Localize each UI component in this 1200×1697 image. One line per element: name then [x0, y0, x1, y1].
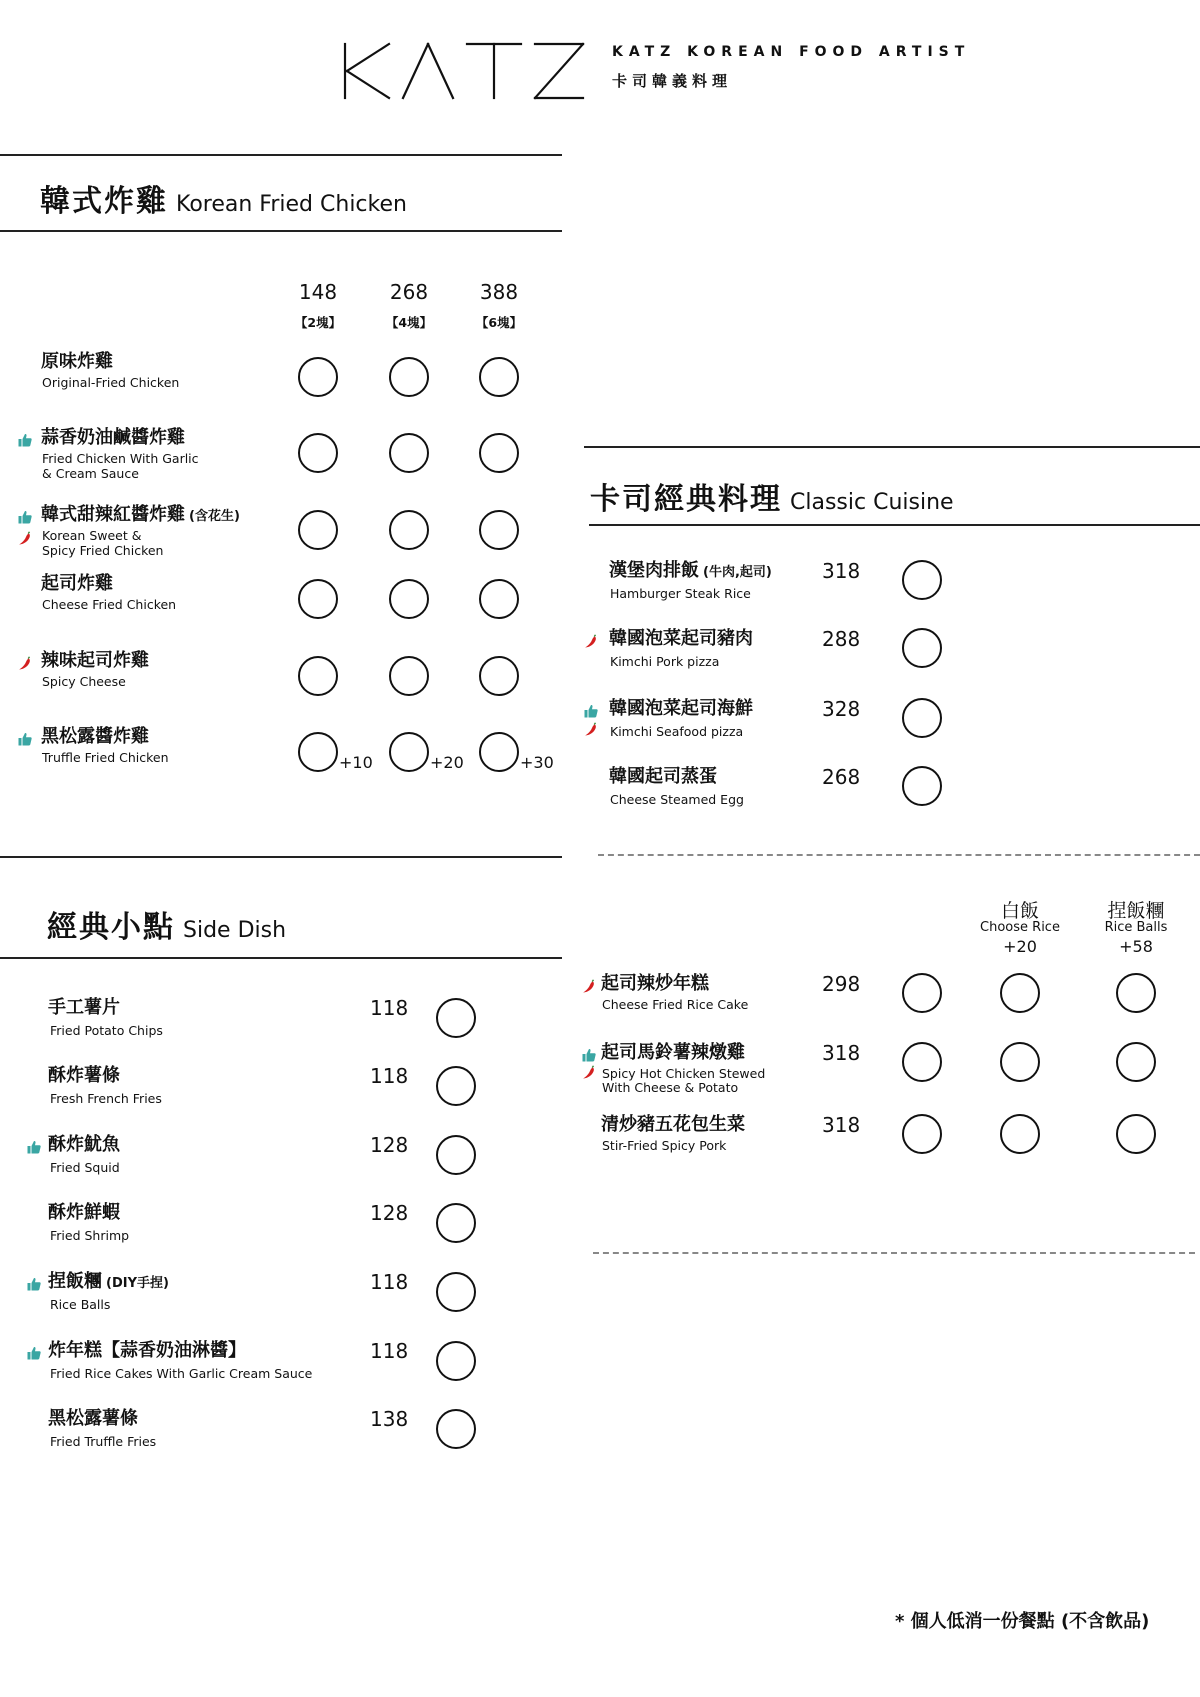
- item-name-zh: [609, 766, 717, 788]
- section-title-zh: 經典小點: [47, 910, 175, 945]
- item-name-zh-text: 蒜香奶油鹹醬炸雞: [41, 427, 185, 448]
- katz-logo: [343, 42, 585, 100]
- item-name-zh: [41, 504, 240, 528]
- item-name-zh-text: 酥炸薯條: [48, 1065, 120, 1086]
- add-rice-circle[interactable]: [1000, 973, 1040, 1013]
- item-price: 298: [822, 972, 861, 996]
- divider: [0, 230, 562, 232]
- add-rice-balls-circle[interactable]: [1116, 973, 1156, 1013]
- divider: [589, 524, 1200, 526]
- select-circle-2pc[interactable]: [298, 656, 338, 696]
- item-name-en: Rice Balls: [50, 1297, 111, 1312]
- divider: [0, 154, 562, 156]
- item-price: 118: [370, 996, 409, 1020]
- rice-option-name-en: Choose Rice: [980, 920, 1060, 935]
- item-name-en: Stir-Fried Spicy Pork: [602, 1138, 727, 1153]
- item-name-zh: [601, 1114, 745, 1136]
- select-circle[interactable]: [902, 766, 942, 806]
- item-price: 128: [370, 1133, 409, 1157]
- item-name-en: With Cheese & Potato: [602, 1080, 739, 1095]
- item-name-en: Spicy Hot Chicken Stewed: [602, 1066, 766, 1081]
- select-circle[interactable]: [436, 1066, 476, 1106]
- surcharge-label: +10: [339, 753, 373, 772]
- select-circle[interactable]: [436, 998, 476, 1038]
- thumb-icon: [582, 1047, 596, 1061]
- item-name-zh-text: 黑松露薯條: [48, 1408, 138, 1429]
- item-name-zh: [41, 726, 149, 748]
- side-dish-heading: [47, 902, 286, 946]
- brand-name-zh: 卡司韓義料理: [612, 72, 733, 90]
- item-name-zh: [48, 1271, 169, 1295]
- item-name-zh-text: 韓式甜辣紅醬炸雞: [41, 504, 185, 525]
- fried-chicken-heading: [40, 176, 407, 220]
- item-name-en: Cheese Fried Chicken: [42, 597, 177, 612]
- thumb-icon: [18, 731, 32, 745]
- column-pieces: 【4塊】: [385, 315, 433, 330]
- select-circle-6pc[interactable]: [479, 357, 519, 397]
- item-note: (DIY手捏): [106, 1276, 169, 1291]
- column-price: 148: [298, 280, 338, 304]
- item-price: 318: [822, 559, 861, 583]
- select-circle[interactable]: [902, 628, 942, 668]
- item-name-zh-text: 韓國泡菜起司豬肉: [609, 628, 753, 649]
- item-name-en: Kimchi Seafood pizza: [610, 724, 744, 739]
- item-name-zh: [41, 427, 185, 449]
- item-price: 288: [822, 627, 861, 651]
- thumb-icon: [27, 1139, 41, 1153]
- rice-option-name-zh: 捏飯糰: [1107, 900, 1165, 922]
- select-circle-6pc[interactable]: [479, 579, 519, 619]
- select-circle[interactable]: [436, 1409, 476, 1449]
- select-circle-4pc[interactable]: [389, 357, 429, 397]
- pepper-icon: [18, 530, 32, 544]
- item-price: 118: [370, 1339, 409, 1363]
- thumb-icon: [27, 1345, 41, 1359]
- column-pieces: 【2塊】: [294, 315, 342, 330]
- rice-option-name-en: Rice Balls: [1104, 920, 1168, 935]
- select-circle-2pc[interactable]: [298, 510, 338, 550]
- minimum-charge-note: * 個人低消一份餐點 (不含飲品): [895, 1611, 1150, 1632]
- section-title-zh: 卡司經典料理: [590, 482, 782, 517]
- select-circle-4pc[interactable]: [389, 579, 429, 619]
- dashed-divider: [593, 1252, 1195, 1254]
- classic-cuisine-heading: [590, 474, 954, 518]
- item-name-en: Fried Truffle Fries: [50, 1434, 157, 1449]
- item-name-en: Fried Squid: [50, 1160, 120, 1175]
- select-circle-2pc[interactable]: [298, 357, 338, 397]
- item-name-zh: [41, 573, 113, 595]
- item-name-zh-text: 清炒豬五花包生菜: [601, 1114, 745, 1135]
- item-name-zh-text: 酥炸鮮蝦: [48, 1202, 120, 1223]
- select-circle[interactable]: [902, 973, 942, 1013]
- item-name-zh: [48, 997, 120, 1019]
- select-circle[interactable]: [902, 560, 942, 600]
- dashed-divider: [598, 854, 1200, 856]
- item-name-zh: [41, 650, 149, 672]
- item-name-zh: [48, 1134, 120, 1156]
- item-price: 328: [822, 697, 861, 721]
- item-price: 128: [370, 1201, 409, 1225]
- item-price: 268: [822, 765, 861, 789]
- select-circle-2pc[interactable]: [298, 732, 338, 772]
- select-circle-4pc[interactable]: [389, 656, 429, 696]
- item-name-zh-text: 起司炸雞: [41, 573, 113, 594]
- item-name-zh: [41, 351, 113, 373]
- item-name-zh-text: 辣味起司炸雞: [41, 650, 149, 671]
- item-price: 318: [822, 1041, 861, 1065]
- section-title-en: Side Dish: [183, 918, 287, 943]
- item-price: 138: [370, 1407, 409, 1431]
- item-name-en: Truffle Fried Chicken: [42, 750, 169, 765]
- item-name-zh-text: 韓國起司蒸蛋: [609, 766, 717, 787]
- item-name-zh-text: 原味炸雞: [41, 351, 113, 372]
- select-circle[interactable]: [436, 1135, 476, 1175]
- item-name-zh: [601, 973, 709, 995]
- section-title-en: Korean Fried Chicken: [176, 192, 407, 217]
- select-circle[interactable]: [436, 1203, 476, 1243]
- thumb-icon: [584, 703, 598, 717]
- add-rice-balls-circle[interactable]: [1116, 1042, 1156, 1082]
- section-title-en: Classic Cuisine: [790, 490, 954, 515]
- add-rice-circle[interactable]: [1000, 1114, 1040, 1154]
- select-circle-2pc[interactable]: [298, 433, 338, 473]
- pepper-icon: [582, 978, 596, 992]
- rice-option-name-zh: 白飯: [1000, 900, 1039, 922]
- pepper-icon: [584, 721, 598, 735]
- item-name-en: Fried Shrimp: [50, 1228, 130, 1243]
- surcharge-label: +20: [430, 753, 464, 772]
- item-name-en: Cheese Steamed Egg: [610, 792, 744, 807]
- column-pieces: 【6塊】: [475, 315, 523, 330]
- item-name-zh: [48, 1065, 120, 1087]
- item-name-zh: [48, 1408, 138, 1430]
- item-name-zh-text: 手工薯片: [48, 997, 120, 1018]
- divider: [584, 446, 1200, 448]
- item-name-en: Korean Sweet &: [42, 528, 142, 543]
- item-name-en: Cheese Fried Rice Cake: [602, 997, 749, 1012]
- select-circle-6pc[interactable]: [479, 732, 519, 772]
- item-name-en: Fried Rice Cakes With Garlic Cream Sauce: [50, 1366, 313, 1381]
- item-name-en: Spicy Fried Chicken: [42, 543, 164, 558]
- surcharge-label: +30: [520, 753, 554, 772]
- item-name-zh-text: 起司馬鈴薯辣燉雞: [601, 1042, 745, 1063]
- item-name-en: Fried Potato Chips: [50, 1023, 163, 1038]
- divider: [0, 856, 562, 858]
- item-name-en: Fresh French Fries: [50, 1091, 162, 1106]
- item-price: 118: [370, 1270, 409, 1294]
- select-circle[interactable]: [436, 1341, 476, 1381]
- item-name-zh: [609, 698, 753, 720]
- item-name-zh-text: 酥炸魷魚: [48, 1134, 120, 1155]
- divider: [0, 957, 562, 959]
- select-circle[interactable]: [902, 1114, 942, 1154]
- item-name-en: Spicy Cheese: [42, 674, 126, 689]
- item-name-zh: [48, 1340, 246, 1362]
- select-circle-4pc[interactable]: [389, 510, 429, 550]
- column-price: 388: [479, 280, 519, 304]
- rice-option-price: +20: [1003, 937, 1037, 956]
- item-price: 118: [370, 1064, 409, 1088]
- thumb-icon: [18, 509, 32, 523]
- item-name-zh: [609, 560, 772, 584]
- select-circle[interactable]: [902, 698, 942, 738]
- item-name-zh-text: 起司辣炒年糕: [601, 973, 709, 994]
- add-rice-balls-circle[interactable]: [1116, 1114, 1156, 1154]
- brand-name-en: KATZ KOREAN FOOD ARTIST: [612, 44, 971, 60]
- item-price: 318: [822, 1113, 861, 1137]
- item-name-zh-text: 黑松露醬炸雞: [41, 726, 149, 747]
- item-name-zh-text: 捏飯糰: [48, 1271, 102, 1292]
- select-circle-6pc[interactable]: [479, 433, 519, 473]
- item-name-zh-text: 炸年糕【蒜香奶油淋醬】: [48, 1340, 246, 1361]
- pepper-icon: [582, 1064, 596, 1078]
- item-name-zh-text: 漢堡肉排飯: [609, 560, 699, 581]
- rice-option-price: +58: [1119, 937, 1153, 956]
- select-circle-4pc[interactable]: [389, 433, 429, 473]
- pepper-icon: [18, 655, 32, 669]
- item-note: (牛肉,起司): [703, 565, 772, 580]
- item-name-zh: [601, 1042, 745, 1064]
- section-title-zh: 韓式炸雞: [40, 184, 168, 219]
- column-price: 268: [389, 280, 429, 304]
- thumb-icon: [18, 432, 32, 446]
- select-circle[interactable]: [436, 1272, 476, 1312]
- item-name-zh-text: 韓國泡菜起司海鮮: [609, 698, 753, 719]
- item-note: (含花生): [189, 509, 240, 524]
- item-name-en: Fried Chicken With Garlic: [42, 451, 199, 466]
- item-name-zh: [48, 1202, 120, 1224]
- select-circle-2pc[interactable]: [298, 579, 338, 619]
- item-name-en: Hamburger Steak Rice: [610, 586, 751, 601]
- item-name-en: Original-Fried Chicken: [42, 375, 180, 390]
- pepper-icon: [584, 633, 598, 647]
- item-name-en: Kimchi Pork pizza: [610, 654, 720, 669]
- select-circle[interactable]: [902, 1042, 942, 1082]
- select-circle-6pc[interactable]: [479, 510, 519, 550]
- item-name-zh: [609, 628, 753, 650]
- add-rice-circle[interactable]: [1000, 1042, 1040, 1082]
- item-name-en: & Cream Sauce: [42, 466, 139, 481]
- thumb-icon: [27, 1276, 41, 1290]
- select-circle-6pc[interactable]: [479, 656, 519, 696]
- select-circle-4pc[interactable]: [389, 732, 429, 772]
